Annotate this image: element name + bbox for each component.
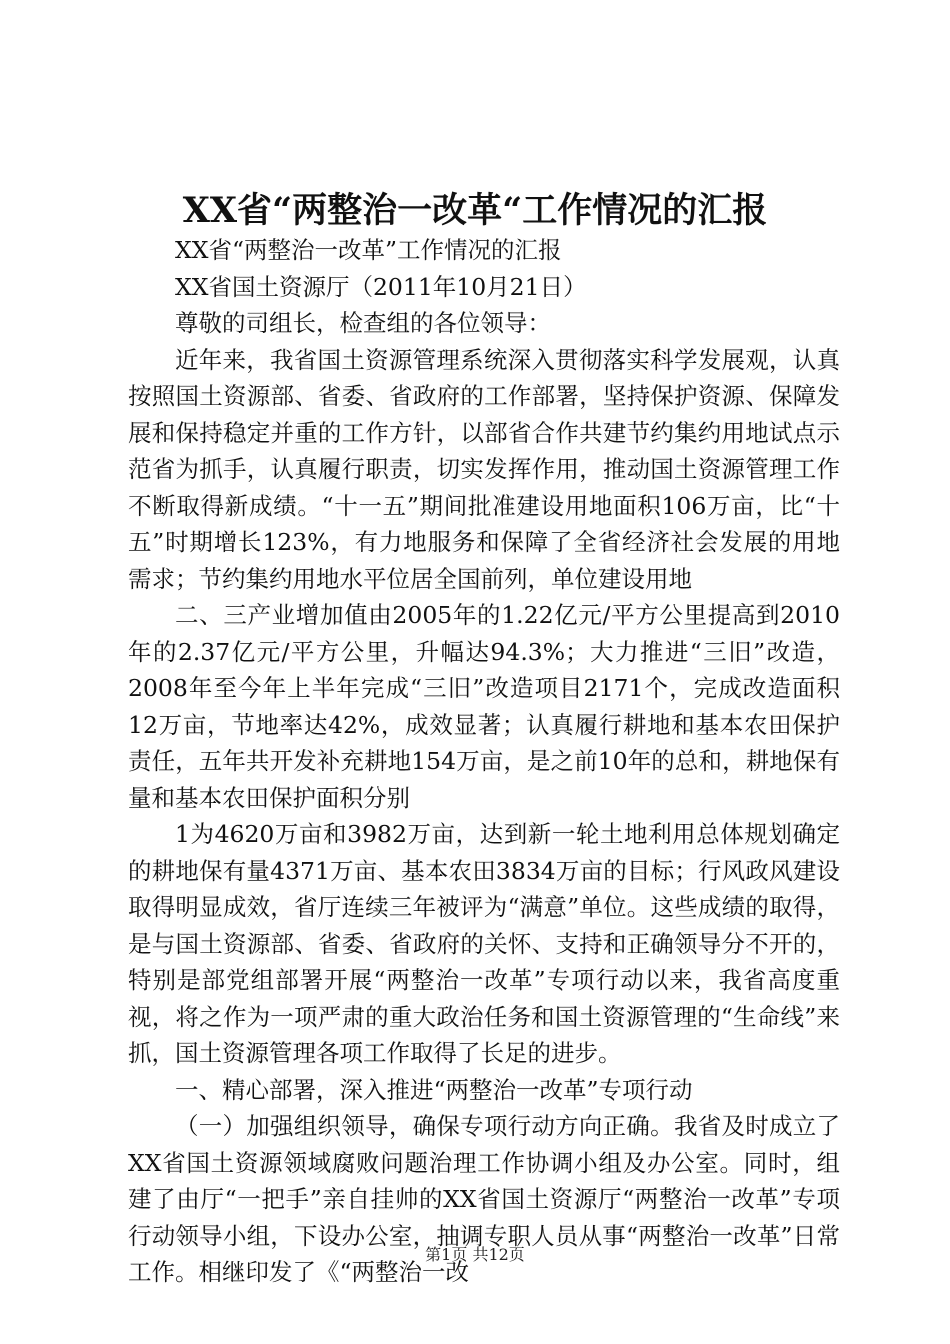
document-title: XX省“两整治一改革“工作情况的汇报 bbox=[182, 190, 768, 231]
paragraph-body: 1为4620万亩和3982万亩，达到新一轮土地利用总体规划确定的耕地保有量4371万亩、基本农田3834万亩的目标；行风政风建设取得明显成效，省厅连续三年被评为“满意”单位。这些成绩的取得，是与国土资源部、省委、省政府的关怀、支持和正确领导分不开的，特别是部党组部署开展“两整治一改革”专项行动以来，我省高度重视，将之作为一项严肃的重大政治任务和国土资源管理的“生命线”来抓，国土资源管理各项工作取得了长足的进步。 bbox=[128, 820, 840, 1067]
paragraph-body: 近年来，我省国土资源管理系统深入贯彻落实科学发展观，认真按照国土资源部、省委、省政府的工作部署，坚持保护资源、保障发展和保持稳定并重的工作方针，以部省合作共建节约集约用地试点示范省为抓手，认真履行职责，切实发挥作用，推动国土资源管理工作不断取得新成绩。“十一五”期间批准建设用地面积106万亩，比“十五”时期增长123%，有力地服务和保障了全省经济社会发展的用地需求；节约集约用地水平位居全国前列，单位建设用地 bbox=[128, 345, 840, 593]
paragraph-subtitle: XX省“两整治一改革”工作情况的汇报 bbox=[175, 236, 562, 264]
paragraph-body: （一）加强组织领导，确保专项行动方向正确。我省及时成立了XX省国土资源领域腐败问题治理工作协调小组及办公室。同时，组建了由厅“一把手”亲自挂帅的XX省国土资源厅“两整治一改革”专项行动领导小组，下设办公室，抽调专职人员从事“两整治一改革”日常工作。相继印发了《“两整治一改 bbox=[128, 1112, 840, 1286]
paragraph-body: 二、三产业增加值由2005年的1.22亿元/平方公里提高到2010年的2.37亿元/平方公里，升幅达94.3%；大力推进“三旧”改造，2008年至今年上半年完成“三旧”改造项目2171个，完成改造面积12万亩，节地率达42%，成效显著；认真履行耕地和基本农田保护责任，五年共开发补充耕地154万亩，是之前10年的总和，耕地保有量和基本农田保护面积分别 bbox=[128, 601, 840, 812]
section-heading: 一、精心部署，深入推进“两整治一改革”专项行动 bbox=[175, 1075, 693, 1104]
page-number-footer: 第1页 共12页 bbox=[425, 1245, 525, 1264]
paragraph-author-date: XX省国土资源厅（2011年10月21日） bbox=[175, 272, 587, 301]
paragraph-salutation: 尊敬的司组长，检查组的各位领导： bbox=[175, 309, 551, 337]
document-body bbox=[128, 232, 840, 1291]
